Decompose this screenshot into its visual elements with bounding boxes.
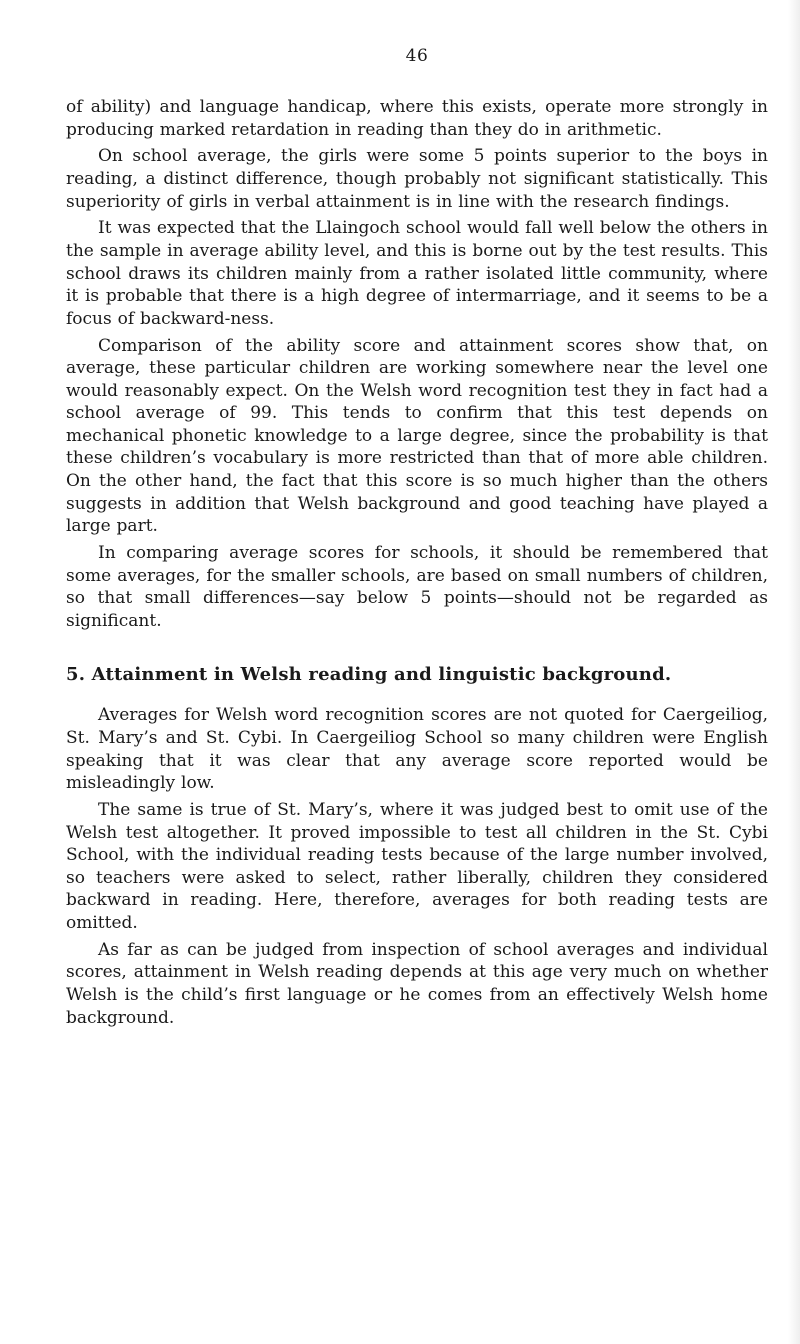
section-heading: 5. Attainment in Welsh reading and linguistic background. — [66, 664, 672, 686]
paragraph-welsh-averages: Averages for Welsh word recognition scores are not quoted for Caergeiliog, St. Mary’s and St. Cybi. In Caergeiliog School so many children were English speaking that it was clear that any average score reported would be misleadingly low. — [66, 705, 768, 794]
page-edge-shadow — [788, 0, 800, 1344]
paragraph-girls-superiority: On school average, the girls were some 5 points superior to the boys in reading, a distinct difference, though probably not significant statistically. This superiority of girls in verbal attainment is in line with the research findings. — [66, 146, 768, 212]
paragraph-welsh-reading-conclusion: As far as can be judged from inspection of school averages and individual scores, attainment in Welsh reading depends at this age very much on whether Welsh is the child’s first language or he comes from an effectively Welsh home background. — [66, 939, 768, 1028]
body-text — [66, 96, 768, 1029]
paragraph-ability-comparison: Comparison of the ability score and attainment scores show that, on average, these particular children are working somewhere near the level one would reasonably expect. On the Welsh word recognition test they in fact had a school average of 99. This tends to confirm that this test depends on mechanical phonetic knowledge to a large degree, since the probability is that these children’s vocabulary is more restricted than that of more able children. On the other hand, the fact that this score is so much higher than the others suggests in addition that Welsh background and good teaching have played a large part. — [66, 335, 768, 537]
paragraph-st-marys: The same is true of St. Mary’s, where it was judged best to omit use of the Welsh test altogether. It proved impossible to test all children in the St. Cybi School, with the individual reading tests because of the large number involved, so teachers were asked to select, rather liberally, children they considered backward in reading. Here, therefore, averages for both reading tests are omitted. — [66, 799, 768, 933]
paragraph-llaingoch-school: It was expected that the Llaingoch school would fall well below the others in the sample in average ability level, and this is borne out by the test results. This school draws its children mainly from a rather isolated little community, where it is probable that there is a high degree of intermarriage, and it seems to be a focus of backward-ness. — [66, 218, 768, 329]
paragraph-school-averages: In comparing average scores for schools, it should be remembered that some averages, for the smaller schools, are based on small numbers of children, so that small differences—say below 5 points—should not be regarded as significant. — [66, 543, 768, 631]
page-number: 46 — [405, 46, 429, 66]
paragraph-continuation: of ability) and language handicap, where this exists, operate more strongly in producing marked retardation in reading than they do in arithmetic. — [66, 97, 768, 140]
